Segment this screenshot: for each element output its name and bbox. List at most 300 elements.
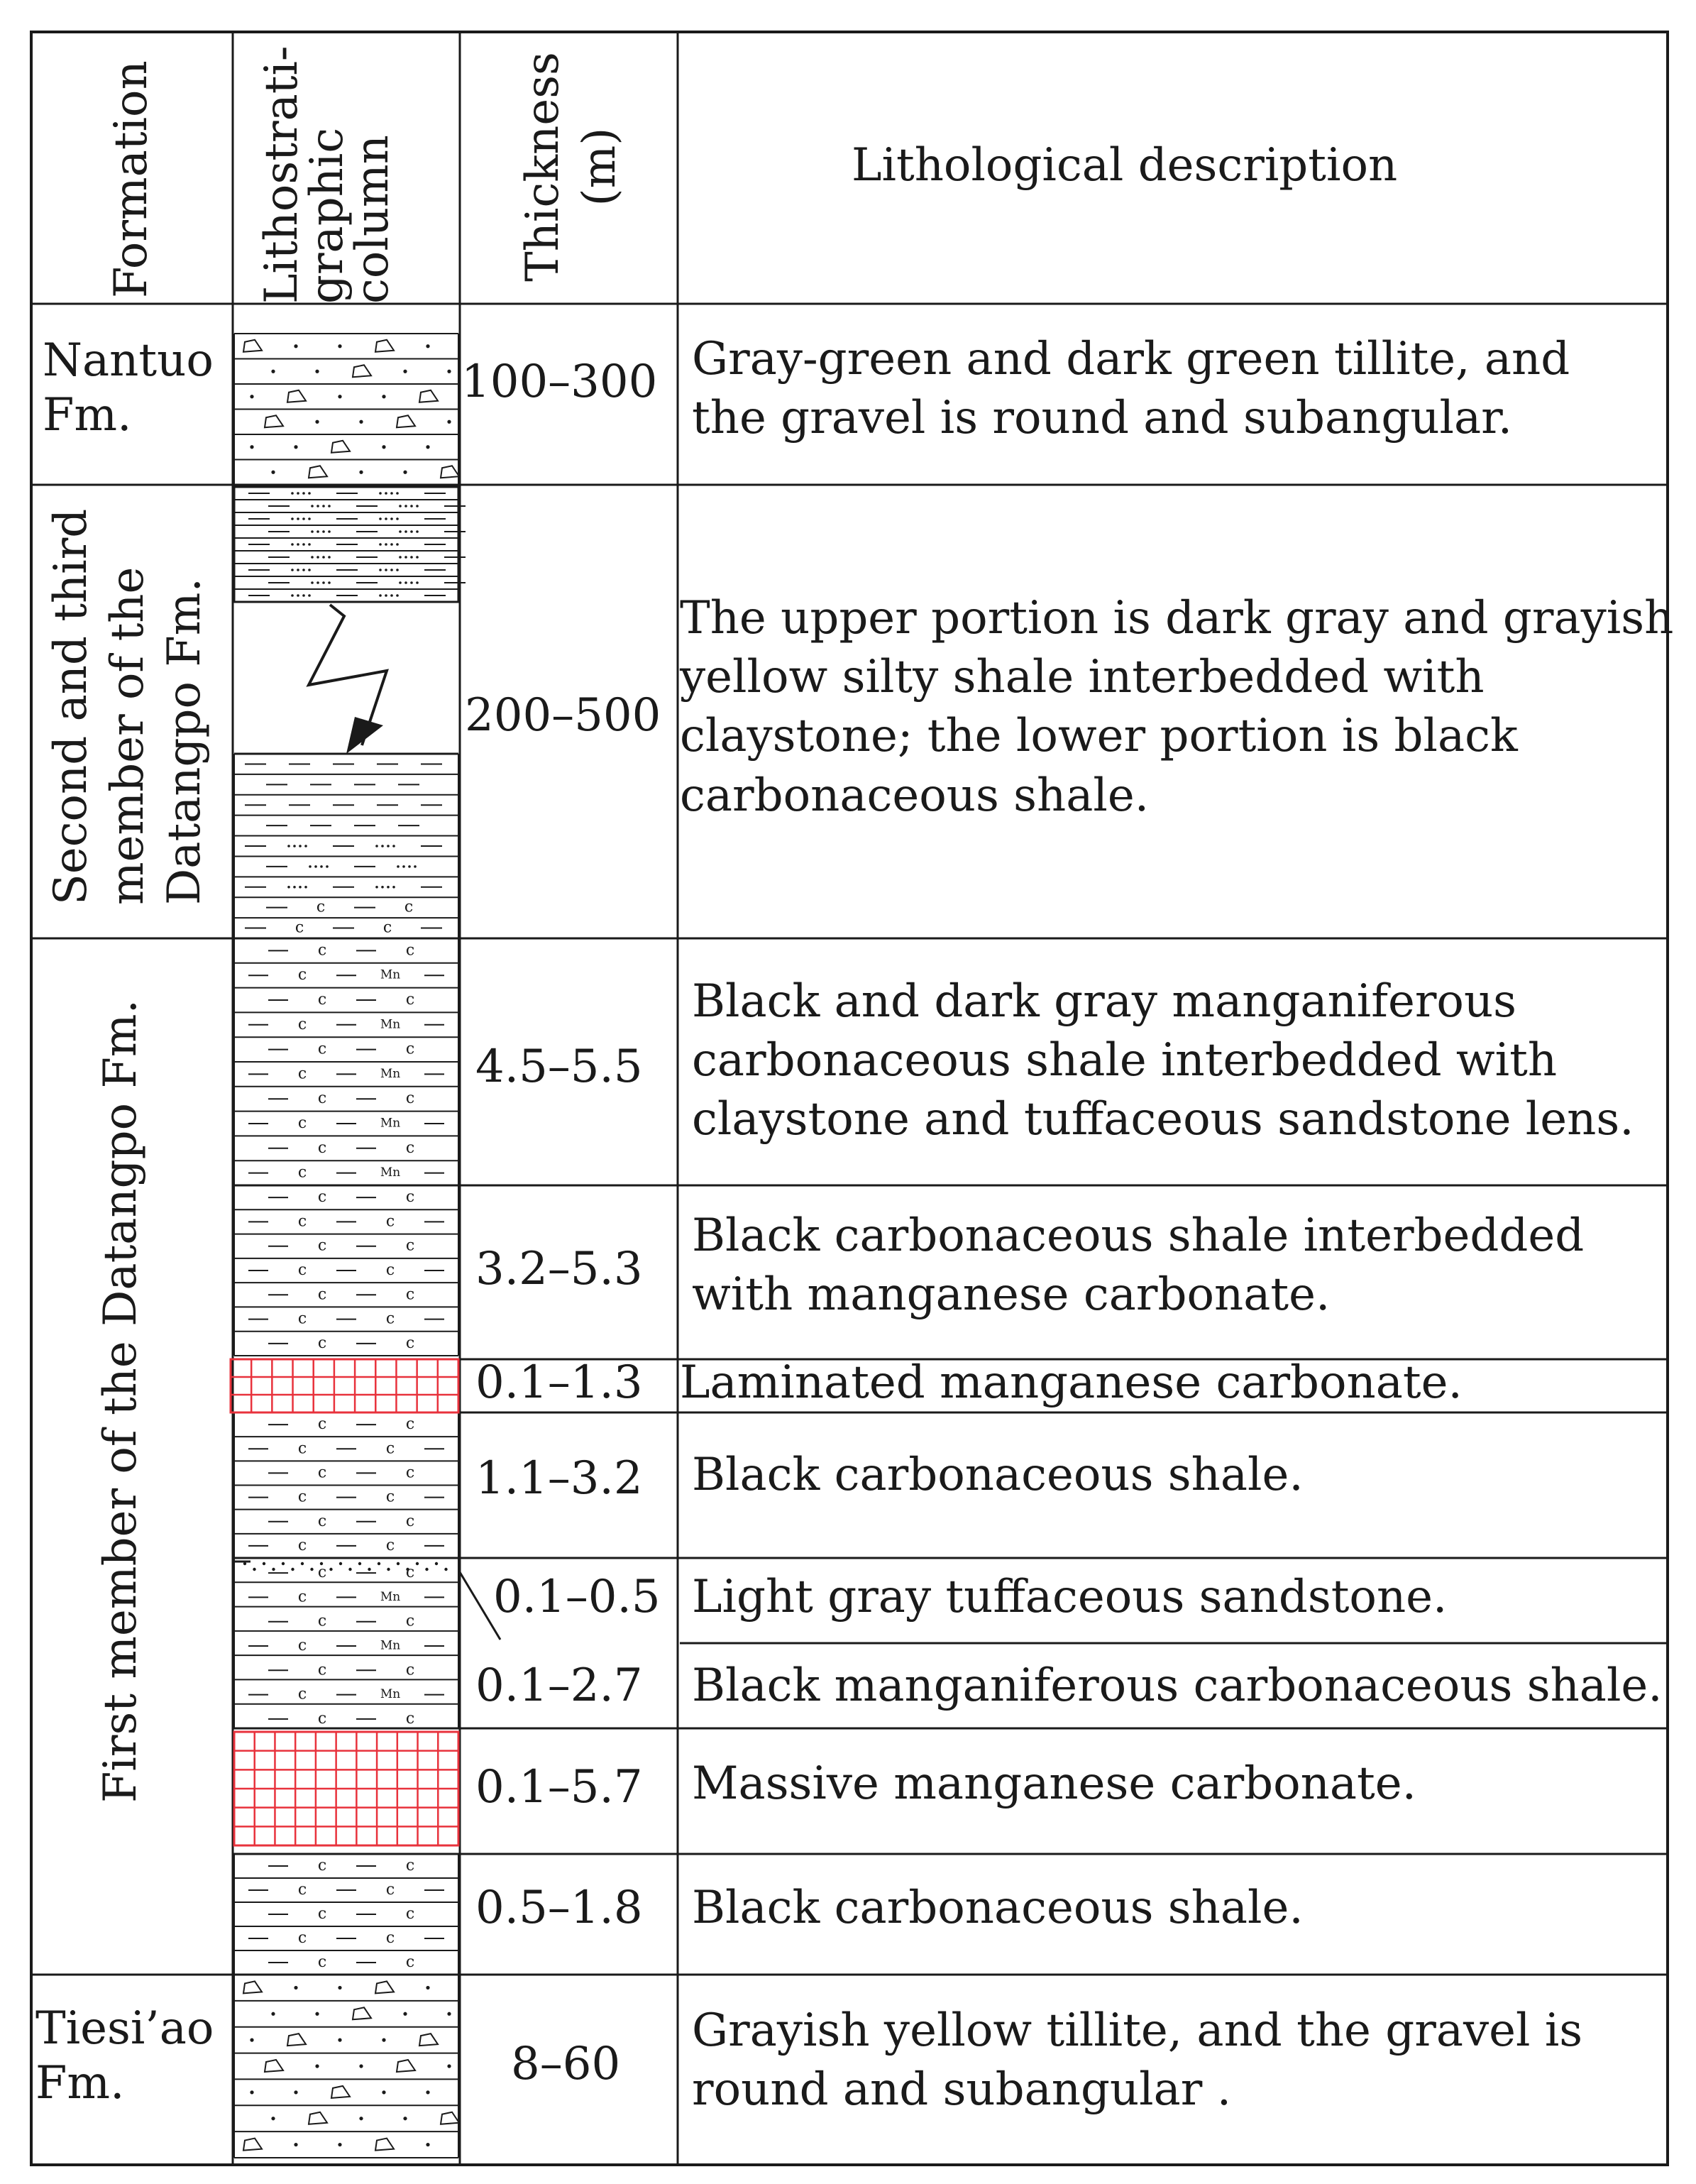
tiesiao-matrix-dot <box>382 2038 385 2042</box>
silt-dot <box>416 556 419 559</box>
nantuo-gravel-clast <box>265 415 283 427</box>
silt-dot <box>404 556 407 559</box>
tiesiao-gravel-clast <box>287 2034 306 2046</box>
description-row-6: Black carbonaceous shale. <box>692 1449 1304 1501</box>
carbon-symbol: c <box>385 1212 395 1231</box>
carbon-symbol: c <box>405 1285 415 1304</box>
formation-nantuo <box>43 334 214 443</box>
silt-dot <box>293 845 296 847</box>
silt-dot <box>390 517 393 520</box>
nantuo-matrix-dot <box>447 370 451 373</box>
silt-dot <box>379 543 382 546</box>
tiesiao-matrix-dot <box>403 2012 407 2016</box>
header-lithostratigraphic-column <box>255 45 399 304</box>
silt-dot <box>390 492 393 495</box>
tiesiao-matrix-dot <box>338 2143 341 2146</box>
tuff-sand-dot <box>329 1568 332 1571</box>
silt-dot <box>316 530 319 533</box>
tuff-sand-dot <box>435 1562 438 1565</box>
manganese-symbol: Mn <box>380 1165 401 1180</box>
tiesiao-gravel-clast <box>397 2060 415 2072</box>
silt-dot <box>326 865 329 868</box>
silt-dot <box>385 569 387 571</box>
nantuo-matrix-dot <box>403 471 407 474</box>
carbon-symbol: c <box>297 1015 307 1033</box>
silt-dot <box>397 865 400 868</box>
carbon-symbol: c <box>297 1929 307 1947</box>
carbon-symbol: c <box>385 1439 395 1458</box>
carbon-symbol: c <box>405 1512 415 1530</box>
silt-dot <box>297 543 299 546</box>
silt-dot <box>396 543 399 546</box>
silt-dot <box>302 492 305 495</box>
header-thickness <box>514 46 628 287</box>
silt-dot <box>399 556 402 559</box>
tiesiao-gravel-clast <box>265 2060 283 2072</box>
description-row-4 <box>692 1207 1584 1324</box>
description-datangpo-23-line-2: yellow silty shale interbedded with <box>680 651 1485 704</box>
carbon-symbol: c <box>317 941 327 960</box>
silt-dot <box>328 556 331 559</box>
carbon-symbol: c <box>317 1512 327 1530</box>
silt-dot <box>396 569 399 571</box>
tuff-sand-dot <box>444 1568 447 1571</box>
silt-dot <box>309 865 312 868</box>
silt-dot <box>399 530 402 533</box>
nantuo-matrix-dot <box>426 344 429 348</box>
carbon-symbol: c <box>405 991 415 1009</box>
thickness-row-10: 0.5–1.8 <box>475 1882 643 1934</box>
tiesiao-matrix-dot <box>382 2090 385 2094</box>
silt-dot <box>385 492 387 495</box>
silt-dot <box>291 517 294 520</box>
manganese-symbol: Mn <box>380 1638 401 1653</box>
tuff-sand-dot <box>263 1562 265 1565</box>
tiesiao-gravel-clast <box>419 2034 438 2046</box>
nantuo-gravel-clast <box>441 466 459 478</box>
silt-dot <box>297 594 299 597</box>
manganese-symbol: Mn <box>380 967 401 982</box>
carbon-symbol: c <box>297 1439 307 1458</box>
carbon-symbol: c <box>382 918 392 937</box>
silt-dot <box>302 569 305 571</box>
carbon-symbol: c <box>297 1881 307 1899</box>
nantuo-gravel-clast <box>287 390 306 402</box>
description-row-3-line-2: carbonaceous shale interbedded with <box>692 1034 1558 1087</box>
nantuo-matrix-dot <box>403 370 407 373</box>
silt-dot <box>299 845 302 847</box>
tiesiao-matrix-dot <box>447 2012 451 2016</box>
tuff-sand-dot <box>368 1568 370 1571</box>
nantuo-matrix-dot <box>359 420 363 424</box>
silt-dot <box>379 517 382 520</box>
nantuo-matrix-dot <box>382 395 385 398</box>
description-tiesiao <box>692 2002 1582 2119</box>
silt-dot <box>291 543 294 546</box>
silt-dot <box>402 865 405 868</box>
carbon-symbol: c <box>317 991 327 1009</box>
silt-dot <box>322 556 325 559</box>
silt-dot <box>322 581 325 584</box>
formation-nantuo-line-1: Nantuo <box>43 334 214 387</box>
description-row-10: Black carbonaceous shale. <box>692 1882 1304 1934</box>
silt-dot <box>392 845 395 847</box>
tuff-sand-dot <box>243 1562 246 1565</box>
silt-dot <box>375 845 378 847</box>
description-row-4-line-1: Black carbonaceous shale interbedded <box>692 1209 1585 1262</box>
carbon-symbol: c <box>317 1709 327 1728</box>
description-datangpo-23 <box>680 589 1673 825</box>
silt-dot <box>311 530 314 533</box>
silt-dot <box>314 865 317 868</box>
silt-dot <box>322 530 325 533</box>
silt-dot <box>304 886 307 889</box>
description-row-8: Black manganiferous carbonaceous shale. <box>692 1659 1663 1712</box>
carbon-symbol: c <box>317 1090 327 1108</box>
silt-dot <box>293 886 296 889</box>
formation-nantuo-line-2: Fm. <box>43 388 132 441</box>
carbon-symbol: c <box>317 1857 327 1875</box>
silt-dot <box>287 886 290 889</box>
tiesiao-matrix-dot <box>271 2117 275 2120</box>
silt-dot <box>408 865 411 868</box>
silt-dot <box>410 530 413 533</box>
thickness-datangpo-23: 200–500 <box>465 689 661 742</box>
silt-dot <box>299 886 302 889</box>
description-nantuo <box>692 330 1570 448</box>
description-row-9: Massive manganese carbonate. <box>692 1757 1416 1810</box>
header-column-line-2: graphic <box>301 127 353 304</box>
tiesiao-matrix-dot <box>250 2090 253 2094</box>
carbon-symbol: c <box>317 1464 327 1482</box>
nantuo-matrix-dot <box>359 471 363 474</box>
silt-dot <box>396 492 399 495</box>
silt-dot <box>410 581 413 584</box>
silt-dot <box>390 569 393 571</box>
silt-dot <box>297 492 299 495</box>
silt-dot <box>328 581 331 584</box>
silt-dot <box>316 581 319 584</box>
silt-dot <box>379 594 382 597</box>
silt-dot <box>404 581 407 584</box>
carbon-symbol: c <box>405 1905 415 1923</box>
carbon-symbol: c <box>405 1040 415 1058</box>
silt-dot <box>385 594 387 597</box>
description-row-4-line-2: with manganese carbonate. <box>692 1268 1331 1322</box>
tuff-sand-dot <box>416 1562 419 1565</box>
silt-dot <box>399 581 402 584</box>
nantuo-matrix-dot <box>315 420 319 424</box>
carbon-symbol: c <box>317 1612 327 1630</box>
nantuo-gravel-clast <box>243 340 262 352</box>
header-formation: Formation <box>105 60 158 298</box>
formation-datangpo-second-third <box>43 509 213 905</box>
tiesiao-matrix-dot <box>294 2090 297 2094</box>
tiesiao-matrix-dot <box>315 2064 319 2068</box>
thickness-row-3: 4.5–5.5 <box>475 1041 643 1093</box>
manganese-symbol: Mn <box>380 1687 401 1702</box>
carbon-symbol: c <box>317 1661 327 1679</box>
nantuo-matrix-dot <box>338 395 341 398</box>
tuff-sand-dot <box>291 1568 294 1571</box>
tiesiao-matrix-dot <box>359 2117 363 2120</box>
nantuo-matrix-dot <box>271 370 275 373</box>
tiesiao-matrix-dot <box>294 1986 297 1990</box>
description-row-5: Laminated manganese carbonate. <box>680 1356 1463 1409</box>
carbon-symbol: c <box>405 1661 415 1679</box>
carbon-symbol: c <box>405 1188 415 1207</box>
nantuo-gravel-clast <box>331 441 350 453</box>
description-tiesiao-line-1: Grayish yellow tillite, and the gravel is <box>692 2004 1583 2057</box>
tiesiao-matrix-dot <box>426 1986 429 1990</box>
nantuo-matrix-dot <box>294 344 297 348</box>
carbon-symbol: c <box>405 941 415 960</box>
carbon-symbol: c <box>297 1685 307 1703</box>
formation-datangpo-first: First member of the Datangpo Fm. <box>94 999 147 1803</box>
silt-dot <box>291 594 294 597</box>
carbon-symbol: c <box>317 1334 327 1352</box>
nantuo-gravel-clast <box>419 390 438 402</box>
silt-dot <box>316 505 319 507</box>
carbon-symbol: c <box>317 1285 327 1304</box>
manganese-symbol: Mn <box>380 1066 401 1081</box>
silt-dot <box>302 594 305 597</box>
tiesiao-gravel-clast <box>243 2139 262 2151</box>
carbon-symbol: c <box>317 1236 327 1255</box>
header-thickness-line-1: Thickness <box>517 52 569 282</box>
carbon-symbol: c <box>385 1929 395 1947</box>
tuff-sand-dot <box>272 1568 275 1571</box>
description-datangpo-23-line-3: claystone; the lower portion is black <box>680 710 1518 763</box>
silt-dot <box>287 845 290 847</box>
tiesiao-gravel-clast <box>331 2086 350 2098</box>
tiesiao-gravel-clast <box>375 2139 394 2151</box>
nantuo-matrix-dot <box>315 370 319 373</box>
description-datangpo-23-line-4: carbonaceous shale. <box>680 769 1150 822</box>
silt-dot <box>297 517 299 520</box>
carbon-symbol: c <box>316 898 326 916</box>
silt-dot <box>308 594 311 597</box>
tuff-sand-dot <box>348 1568 351 1571</box>
silt-dot <box>320 865 323 868</box>
tiesiao-matrix-dot <box>338 2038 341 2042</box>
carbon-symbol: c <box>317 1415 327 1434</box>
formation-datangpo-23-line-3: Datangpo Fm. <box>158 578 211 905</box>
silt-dot <box>416 505 419 507</box>
silt-dot <box>387 886 390 889</box>
thickness-row-4: 3.2–5.3 <box>475 1243 643 1295</box>
silt-dot <box>379 492 382 495</box>
silt-dot <box>308 517 311 520</box>
description-datangpo-23-line-1: The upper portion is dark gray and grayish <box>680 592 1674 644</box>
tuff-sand-dot <box>425 1568 428 1571</box>
silt-dot <box>291 569 294 571</box>
carbon-symbol: c <box>317 1564 327 1582</box>
silt-dot <box>311 505 314 507</box>
carbon-symbol: c <box>317 1040 327 1058</box>
carbon-symbol: c <box>294 918 304 937</box>
tiesiao-matrix-dot <box>359 2064 363 2068</box>
description-row-3-line-1: Black and dark gray manganiferous <box>692 975 1516 1028</box>
nantuo-matrix-dot <box>426 445 429 449</box>
carbon-symbol: c <box>405 1334 415 1352</box>
tiesiao-matrix-dot <box>271 2012 275 2016</box>
tiesiao-matrix-dot <box>338 1986 341 1990</box>
carbon-symbol: c <box>297 1536 307 1554</box>
formation-datangpo-23-line-1: Second and third <box>45 508 97 905</box>
tiesiao-gravel-clast <box>309 2112 327 2124</box>
thickness-row-6: 1.1–3.2 <box>475 1452 643 1505</box>
carbon-symbol: c <box>405 1612 415 1630</box>
tiesiao-matrix-dot <box>250 2038 253 2042</box>
tiesiao-matrix-dot <box>447 2064 451 2068</box>
silt-dot <box>385 517 387 520</box>
nantuo-matrix-dot <box>382 445 385 449</box>
silt-dot <box>390 543 393 546</box>
carbon-symbol: c <box>317 1188 327 1207</box>
tuff-sand-dot <box>339 1562 342 1565</box>
carbon-symbol: c <box>385 1310 395 1328</box>
tiesiao-gravel-clast <box>243 1981 262 1993</box>
thickness-row-9: 0.1–5.7 <box>475 1761 643 1813</box>
silt-dot <box>387 845 390 847</box>
silt-dot <box>308 569 311 571</box>
nantuo-gravel-clast <box>353 365 371 377</box>
header-column-line-3: column <box>346 135 399 304</box>
carbon-symbol: c <box>405 1857 415 1875</box>
tuff-sand-dot <box>378 1562 380 1565</box>
silt-dot <box>416 581 419 584</box>
manganese-symbol: Mn <box>380 1017 401 1032</box>
carbon-symbol: c <box>317 1138 327 1157</box>
silt-dot <box>302 517 305 520</box>
description-row-3 <box>692 972 1634 1150</box>
silt-dot <box>308 492 311 495</box>
tiesiao-gravel-clast <box>353 2007 371 2019</box>
description-nantuo-line-2: the gravel is round and subangular. <box>692 392 1513 445</box>
unconformity-arrow-head <box>346 717 383 754</box>
silt-dot <box>416 530 419 533</box>
silt-dot <box>404 505 407 507</box>
carbon-symbol: c <box>297 1212 307 1231</box>
silt-dot <box>404 530 407 533</box>
silt-dot <box>399 505 402 507</box>
nantuo-gravel-clast <box>375 340 394 352</box>
carbon-symbol: c <box>405 1464 415 1482</box>
carbon-symbol: c <box>405 1415 415 1434</box>
silt-dot <box>396 594 399 597</box>
tiesiao-matrix-dot <box>426 2090 429 2094</box>
nantuo-matrix-dot <box>338 344 341 348</box>
tuff-sand-dot <box>253 1568 255 1571</box>
carbon-symbol: c <box>385 1488 395 1506</box>
thickness-row-7: 0.1–0.5 <box>493 1571 661 1623</box>
carbon-symbol: c <box>297 1114 307 1132</box>
silt-dot <box>311 581 314 584</box>
thickness-tiesiao: 8–60 <box>511 2038 621 2090</box>
carbon-symbol: c <box>297 1065 307 1083</box>
carbon-symbol: c <box>405 1090 415 1108</box>
header-thickness-line-2: (m) <box>573 127 626 207</box>
silt-dot <box>328 530 331 533</box>
silt-dot <box>316 556 319 559</box>
silt-dot <box>381 886 384 889</box>
formation-tiesiao-line-1: Tiesi’ao <box>35 2002 214 2055</box>
carbon-symbol: c <box>385 1881 395 1899</box>
description-tiesiao-line-2: round and subangular . <box>692 2063 1232 2117</box>
silt-dot <box>392 886 395 889</box>
silt-dot <box>410 505 413 507</box>
silt-dot <box>302 543 305 546</box>
thickness-row-8: 0.1–2.7 <box>475 1659 643 1712</box>
nantuo-gravel-clast <box>397 415 415 427</box>
carbon-symbol: c <box>297 1637 307 1655</box>
tiesiao-gravel-clast <box>441 2112 459 2124</box>
description-nantuo-line-1: Gray-green and dark green tillite, and <box>692 333 1570 385</box>
nantuo-matrix-dot <box>447 420 451 424</box>
carbon-symbol: c <box>297 1163 307 1182</box>
carbon-symbol: c <box>297 1261 307 1279</box>
carbon-symbol: c <box>405 1953 415 1971</box>
formation-tiesiao <box>35 2002 214 2111</box>
silt-dot <box>381 845 384 847</box>
tuff-sand-dot <box>310 1568 313 1571</box>
carbon-symbol: c <box>405 1709 415 1728</box>
carbon-symbol: c <box>297 1588 307 1606</box>
description-row-3-line-3: claystone and tuffaceous sandstone lens. <box>692 1093 1634 1146</box>
silt-dot <box>328 505 331 507</box>
carbon-symbol: c <box>297 1488 307 1506</box>
tuff-sand-dot <box>358 1562 361 1565</box>
silt-dot <box>304 845 307 847</box>
thickness-nantuo: 100–300 <box>461 356 658 408</box>
header-column-line-1: Lithostrati- <box>255 45 308 304</box>
tuff-sand-dot <box>387 1568 390 1571</box>
nantuo-matrix-dot <box>250 395 253 398</box>
nantuo-gravel-clast <box>309 466 327 478</box>
silt-dot <box>390 594 393 597</box>
carbon-symbol: c <box>317 1953 327 1971</box>
tuff-sand-dot <box>301 1562 304 1565</box>
manganese-symbol: Mn <box>380 1589 401 1604</box>
tiesiao-matrix-dot <box>315 2012 319 2016</box>
formation-datangpo-23-line-2: member of the <box>101 566 154 905</box>
carbon-symbol: c <box>405 1564 415 1582</box>
carbon-symbol: c <box>404 898 414 916</box>
silt-dot <box>385 543 387 546</box>
formation-tiesiao-line-2: Fm. <box>35 2056 125 2109</box>
tiesiao-matrix-dot <box>426 2143 429 2146</box>
silt-dot <box>379 569 382 571</box>
silt-dot <box>396 517 399 520</box>
carbon-symbol: c <box>385 1536 395 1554</box>
silt-dot <box>414 865 417 868</box>
silt-dot <box>410 556 413 559</box>
nantuo-matrix-dot <box>271 471 275 474</box>
tiesiao-matrix-dot <box>403 2117 407 2120</box>
silt-dot <box>308 543 311 546</box>
tuff-sand-dot <box>282 1562 285 1565</box>
silt-dot <box>322 505 325 507</box>
tuff-sand-dot <box>397 1562 400 1565</box>
silt-dot <box>297 569 299 571</box>
manganese-symbol: Mn <box>380 1116 401 1131</box>
silt-dot <box>375 886 378 889</box>
carbon-symbol: c <box>317 1905 327 1923</box>
silt-dot <box>291 492 294 495</box>
nantuo-matrix-dot <box>250 445 253 449</box>
thickness-row-5: 0.1–1.3 <box>475 1356 643 1409</box>
